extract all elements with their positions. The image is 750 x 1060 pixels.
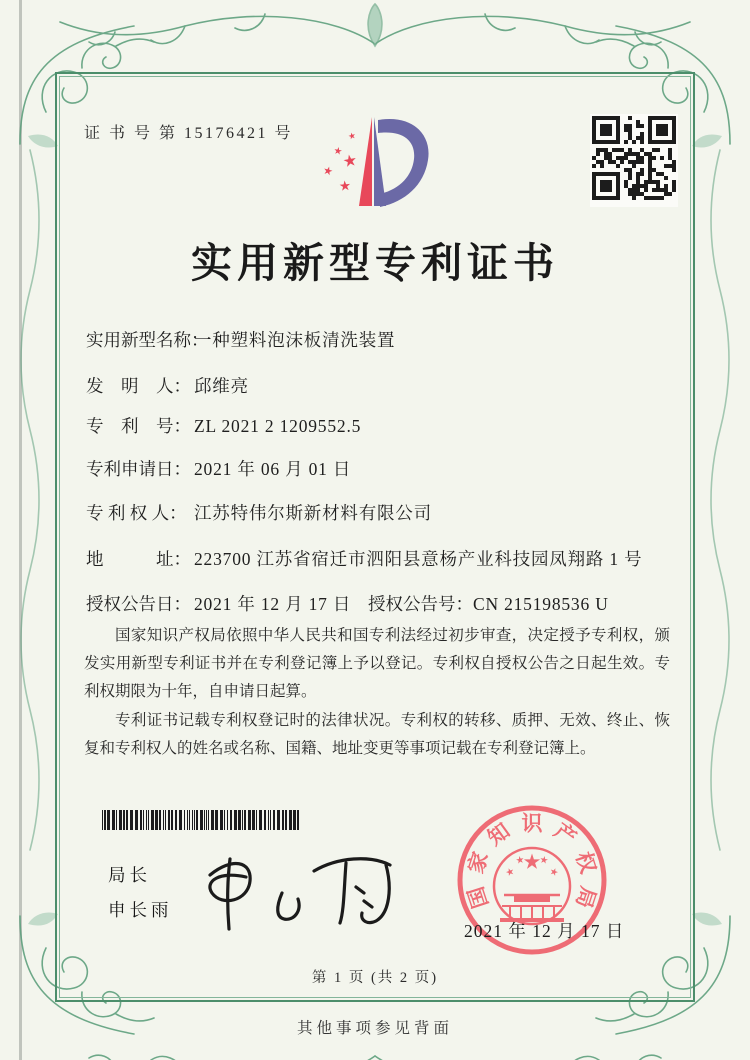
svg-text:家: 家 <box>464 849 493 877</box>
field-value: 2021 年 06 月 01 日 <box>194 459 352 479</box>
field-row-grant-date <box>86 591 671 616</box>
page-number: 第 1 页 (共 2 页) <box>311 970 439 986</box>
field-value: 2021 年 12 月 17 日 <box>194 594 352 614</box>
field-label: 实用新型名称： <box>86 330 209 350</box>
field-row-name <box>86 327 671 352</box>
legal-text <box>84 622 670 763</box>
field-label: 授权公告号： <box>368 594 473 614</box>
field-grant-number <box>368 591 609 616</box>
svg-text:权: 权 <box>571 849 600 877</box>
paragraph-grant: 国家知识产权局依照中华人民共和国专利法经过初步审查，决定授予专利权，颁发实用新型专利证书并在专利登记簿上予以登记。专利权自授权公告之日起生效。专利权期限为十年，自申请日起算。 <box>84 627 670 701</box>
certificate-title: 实用新型专利证书 <box>191 240 559 286</box>
field-label: 发 明 人： <box>86 376 191 396</box>
field-row-filing-date <box>86 456 671 481</box>
field-label: 专 利 权 人： <box>86 503 187 523</box>
barcode <box>102 810 300 835</box>
field-value: 223700 江苏省宿迁市泗阳县意杨产业科技园凤翔路 1 号 <box>194 549 643 569</box>
shen-changyu-signature-icon <box>196 835 406 940</box>
field-label: 专利申请日： <box>86 459 191 479</box>
svg-text:局: 局 <box>571 883 600 911</box>
paragraph-register: 专利证书记载专利权登记时的法律状况。专利权的转移、质押、无效、终止、恢复和专利权人的姓名或名称、国籍、地址变更等事项记载在专利登记簿上。 <box>84 711 670 757</box>
field-value: CN 215198536 U <box>473 594 609 614</box>
field-value: ZL 2021 2 1209552.5 <box>194 416 362 436</box>
svg-text:识: 识 <box>521 812 543 836</box>
svg-text:知: 知 <box>483 819 515 851</box>
back-side-note: 其他事项参见背面 <box>296 1020 453 1037</box>
field-value: 江苏特伟尔斯新材料有限公司 <box>194 503 432 523</box>
qr-code <box>590 114 678 207</box>
field-label: 地 址： <box>86 549 191 569</box>
certificate-number: 证 书 号 第 15176421 号 <box>84 125 294 142</box>
field-value: 邱维亮 <box>194 376 249 396</box>
signer-name: 申长雨 <box>108 900 173 920</box>
cnipa-logo <box>316 110 436 215</box>
seal-date: 2021 年 12 月 17 日 <box>464 921 625 941</box>
field-row-patent-no <box>86 413 671 438</box>
field-value: 一种塑料泡沫板清洗装置 <box>194 330 396 350</box>
field-row-address <box>86 546 671 571</box>
svg-text:产: 产 <box>549 819 581 851</box>
svg-text:国: 国 <box>464 883 493 911</box>
field-row-patentee <box>86 500 671 525</box>
field-label: 专 利 号： <box>86 416 191 436</box>
field-row-inventor <box>86 373 671 398</box>
signer-title: 局长 <box>108 865 151 885</box>
field-label: 授权公告日： <box>86 594 191 614</box>
